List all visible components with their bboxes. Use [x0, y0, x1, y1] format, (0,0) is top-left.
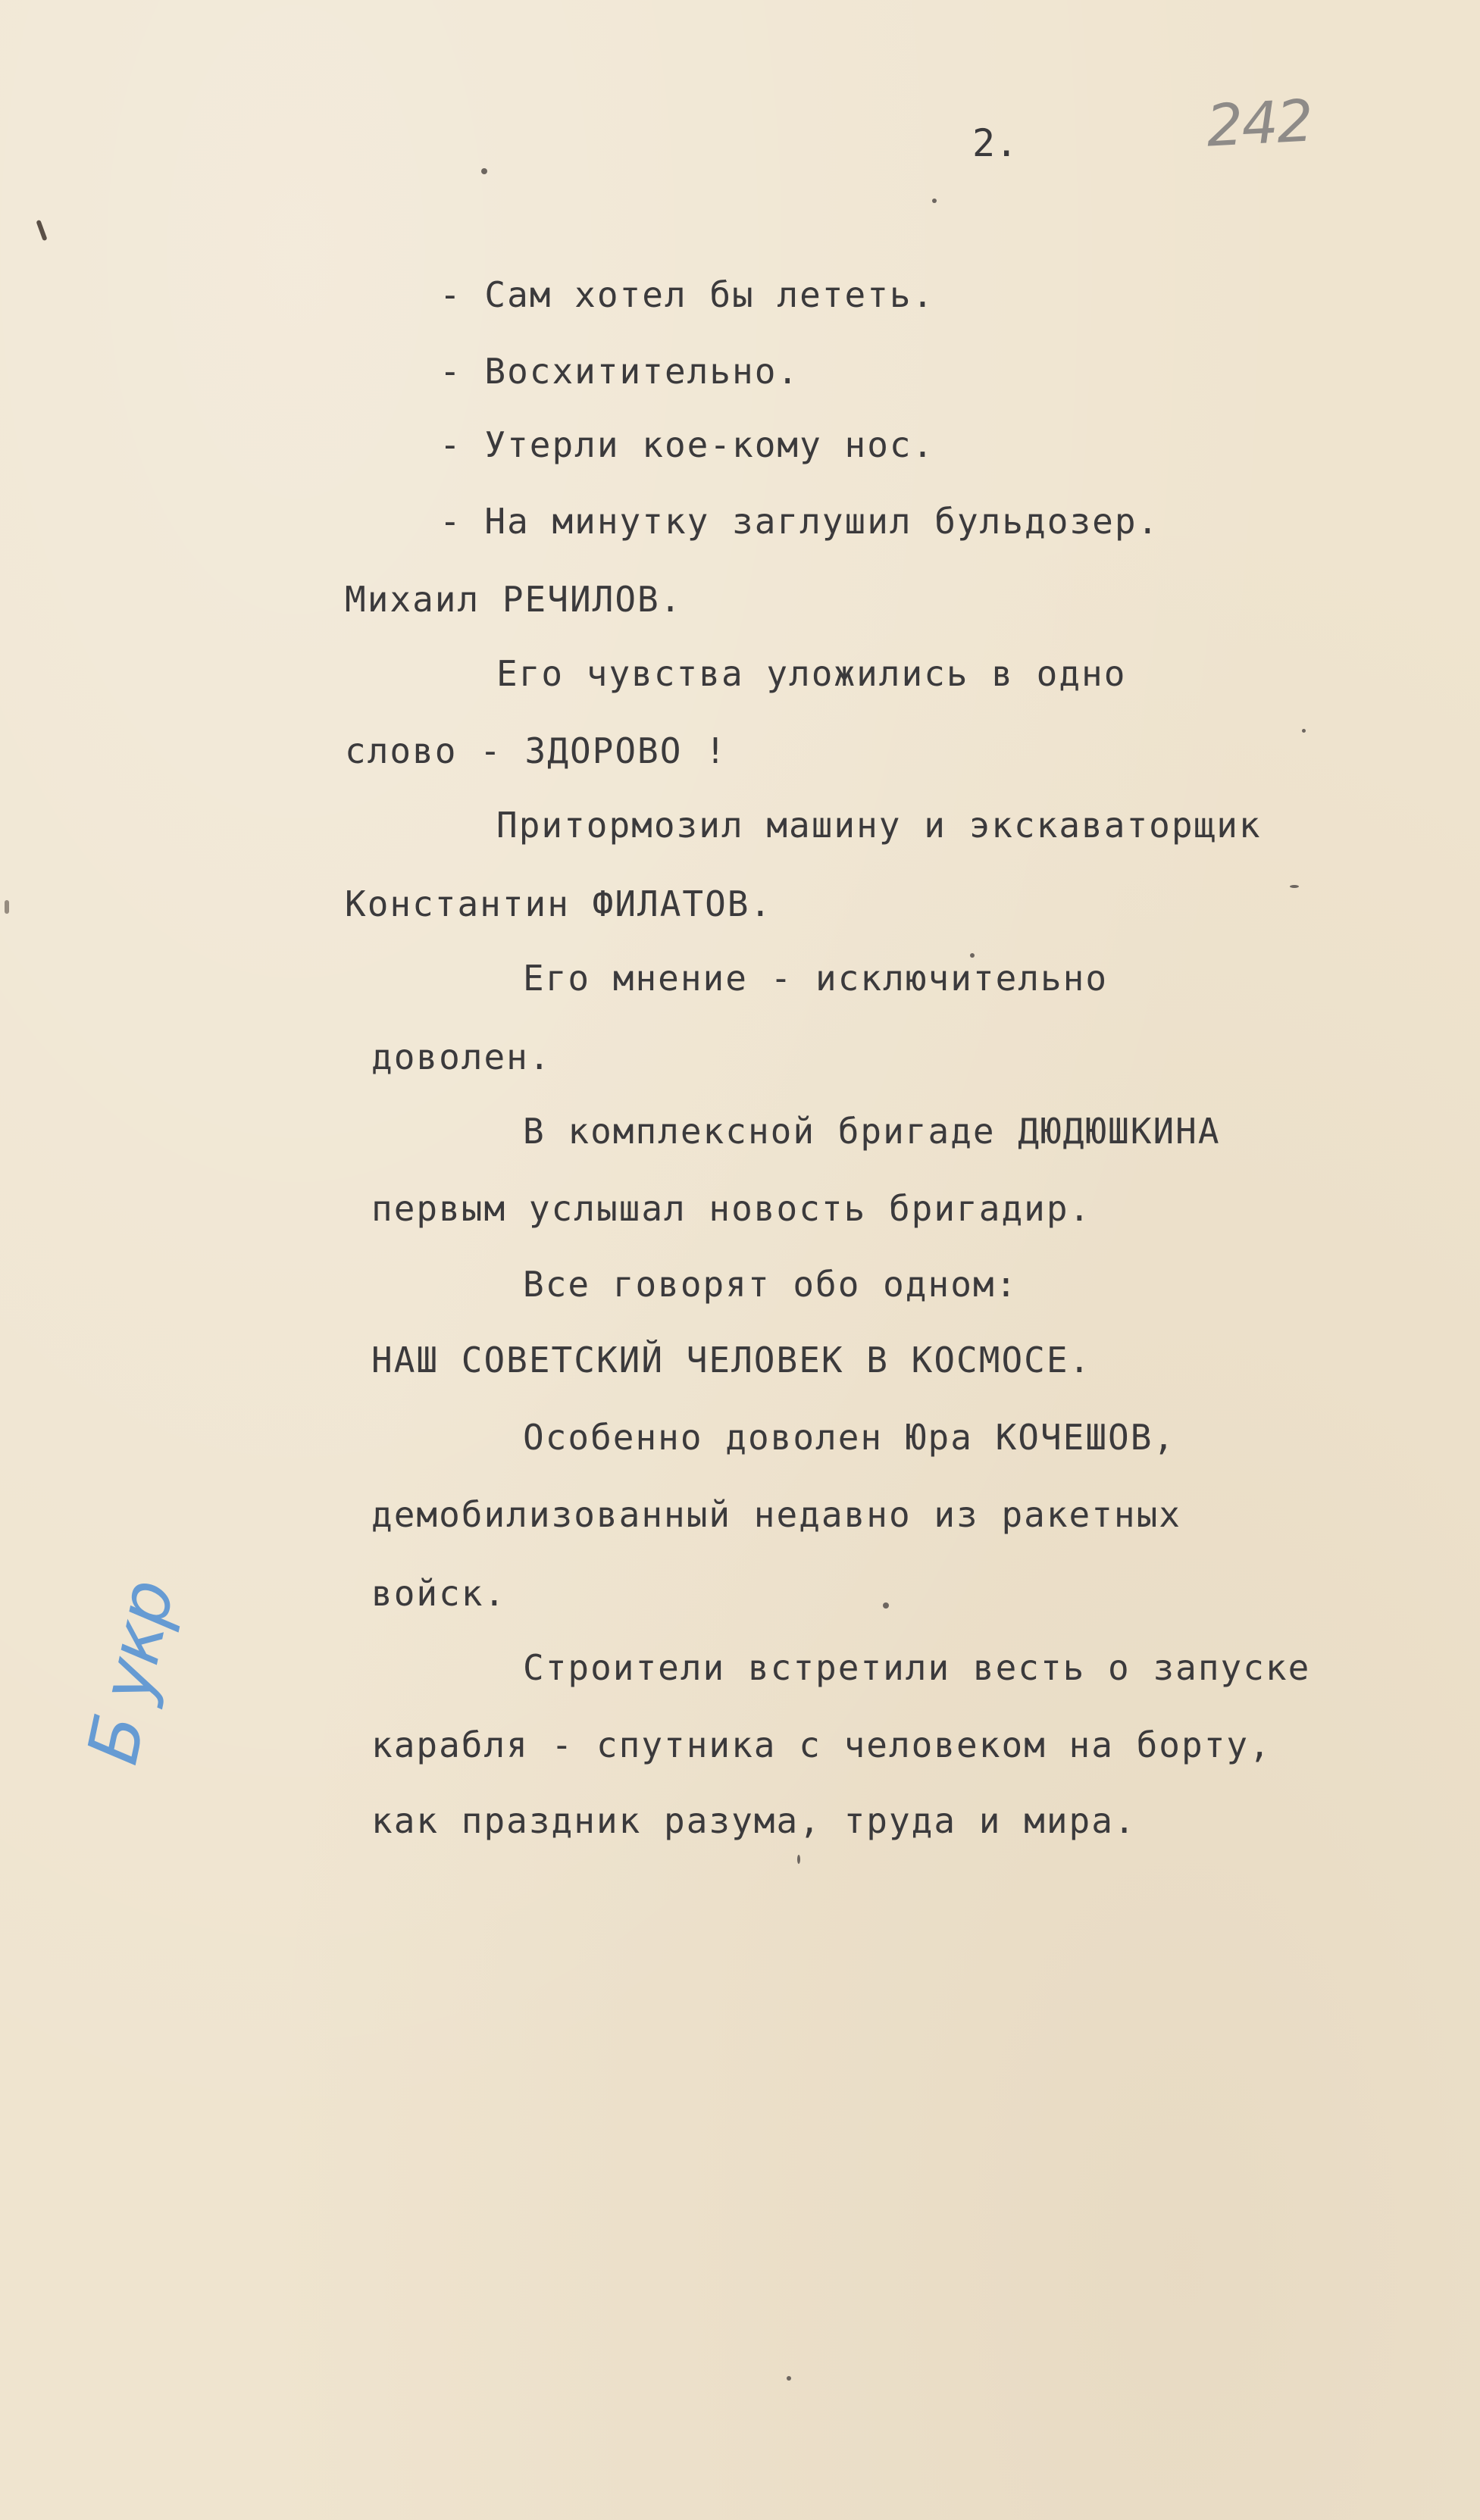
text-line: Константин ФИЛАТОВ.	[345, 883, 773, 924]
text-line: первым услышал новость бригадир.	[371, 1188, 1092, 1229]
paper-edge-mark	[5, 900, 9, 914]
text-line: - Утерли кое-кому нос.	[440, 424, 935, 465]
text-line: - Сам хотел бы лететь.	[440, 274, 935, 315]
paper-edge-mark	[36, 220, 47, 241]
text-line: - На минутку заглушил бульдозер.	[440, 501, 1160, 542]
paper-speck	[883, 1602, 889, 1609]
text-line: как праздник разума, труда и мира.	[371, 1800, 1137, 1841]
text-line: Особенно доволен Юра КОЧЕШОВ,	[523, 1417, 1176, 1458]
paper-speck	[797, 1855, 800, 1864]
paper-speck	[1302, 729, 1306, 733]
text-line: - Восхитительно.	[440, 351, 800, 392]
text-line: войск.	[371, 1573, 507, 1614]
paper-speck	[932, 199, 937, 203]
paper-speck	[787, 2376, 791, 2381]
paper-speck	[1290, 885, 1299, 888]
text-line: Притормозил машину и экскаваторщик	[496, 805, 1262, 846]
text-line: НАШ СОВЕТСКИЙ ЧЕЛОВЕК В КОСМОСЕ.	[371, 1340, 1092, 1380]
text-line: демобилизованный недавно из ракетных	[371, 1494, 1181, 1535]
text-line: слово - ЗДОРОВО !	[345, 730, 727, 771]
handwritten-margin-note: Б укр	[72, 1575, 189, 1771]
text-line: Все говорят обо одном:	[523, 1264, 1018, 1305]
text-line: Его чувства уложились в одно	[496, 653, 1127, 694]
page-number: 2.	[972, 121, 1018, 165]
text-line: В комплексной бригаде ДЮДЮШКИНА	[523, 1111, 1221, 1152]
text-line: Строители встретили весть о запуске	[523, 1647, 1311, 1688]
archive-number: 242	[1204, 86, 1314, 160]
text-line: доволен.	[371, 1036, 552, 1077]
text-line: Михаил РЕЧИЛОВ.	[345, 579, 683, 620]
paper-speck	[481, 168, 487, 174]
text-line: Его мнение - исключительно	[523, 958, 1109, 999]
paper-speck	[970, 953, 975, 958]
text-line: карабля - спутника с человеком на борту,	[371, 1724, 1272, 1765]
